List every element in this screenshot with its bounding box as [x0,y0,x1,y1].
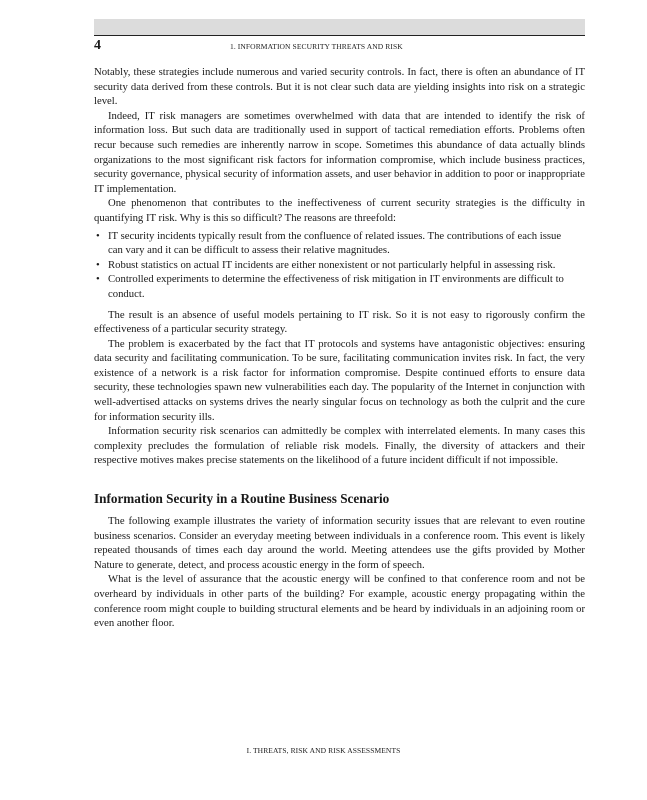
header-rule [94,35,585,36]
list-item-text: Controlled experiments to determine the effectiveness of risk mitigation in IT environments are difficult to conduct. [108,273,564,300]
page-footer: I. THREATS, RISK AND RISK ASSESSMENTS [246,746,401,755]
paragraph: The result is an absence of useful models pertaining to IT risk. So it is not easy to rigorously confirm the effectiveness of a particular security strategy. [94,308,585,336]
bullet-marker: • [96,229,100,242]
page-content [94,65,585,631]
list-item-text: IT security incidents typically result from the confluence of related issues. The contributions of each issue can vary and it can be difficult to assess their relative magnitudes. [108,229,562,257]
section-heading: Information Security in a Routine Business Scenario [94,491,390,507]
list-item [96,272,585,301]
paragraph: Information security risk scenarios can admittedly be complex with interrelated elements. In many cases this complexity precludes the formulation of reliable risk models. Finally, the diversity of attackers and their respective motives makes precise statements on the likelihood of a future incident difficult if not impossible. [94,425,585,467]
paragraph: One phenomenon that contributes to the ineffectiveness of current security strategies is the difficulty in quantifying IT risk. Why is this so difficult? The reasons are threefold: [94,197,585,224]
list-item [96,258,585,273]
header-band [94,19,585,35]
list-item [96,229,585,258]
paragraph: The following example illustrates the variety of information security issues that are relevant to even routine business scenarios. Consider an everyday meeting between individuals in a conference room. This event is likely repeated thousands of times each day around the world. Meeting attendees use the gifts provided by Mother Nature to generate, detect, and process acoustic energy in the form of speech. [94,515,585,571]
bullet-marker: • [96,273,100,286]
list-item-text: Robust statistics on actual IT incidents are either nonexistent or not particularly helpful in assessing risk. [108,258,556,271]
page-number: 4 [94,38,101,53]
bullet-marker: • [96,258,100,271]
paragraph: Indeed, IT risk managers are sometimes overwhelmed with data that are intended to identify the risk of information loss. But such data are traditionally used in support of tactical remediation efforts. Problems often recur because such remedies are inherently narrow in scope. Sometimes this abundance of data actually blinds organizations to the most significant risk factors for information compromise, which include business practices, security governance, physical security of information assets, and user behavior in addition to poor or inappropriate IT implementation. [94,109,585,195]
paragraph: What is the level of assurance that the acoustic energy will be confined to that conference room and not be overheard by individuals in other parts of the building? For example, acoustic energy propagating within the conference room might couple to building structural elements and be heard by individuals in an adjoining room or even another floor. [94,573,585,630]
bullet-list [94,229,585,302]
running-head: 1. INFORMATION SECURITY THREATS AND RISK [230,42,403,51]
paragraph: Notably, these strategies include numerous and varied security controls. In fact, there is often an abundance of IT security data derived from these controls. But it is not clear such data are yielding insights into risk on a strategic level. [94,66,585,108]
paragraph: The problem is exacerbated by the fact that IT protocols and systems have antagonistic objectives: ensuring data security and facilitating communication. To be sure, facilitating communication invites risk. In fact, the very existence of a network is a risk factor for information compromise. Despite continued efforts to ensure data security, these technologies spawn new vulnerabilities each day. The popularity of the Internet in conjunction with well-advertised attacks on systems drives the nearly singular focus on technology as both the culprit and the cure for information security ills. [94,337,585,423]
